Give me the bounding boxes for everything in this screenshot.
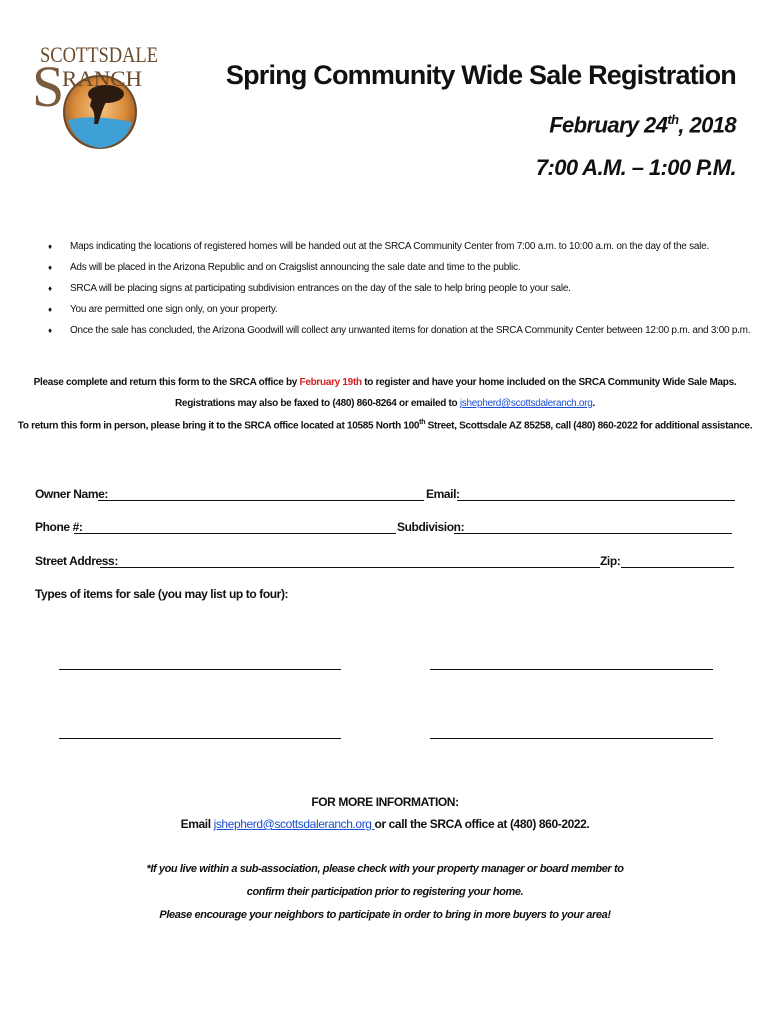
instructions-line-3: To return this form in person, please bring it to the SRCA office located at 10585 North 100th Street, Scottsdale AZ 85258, call (480) 860-2022 for additional assistance. [17, 419, 753, 432]
info-bullet-list [47, 238, 751, 343]
street-address-field[interactable] [100, 553, 600, 568]
zip-label: Zip: [600, 554, 621, 568]
list-item: ♦ SRCA will be placing signs at participating subdivision entrances on the day of the sale to help bring people to your sale. [47, 280, 737, 301]
scottsdale-ranch-logo [32, 36, 162, 156]
instructions-line-1: Please complete and return this form to the SRCA office by February 19th to register and have your home included on the SRCA Community Wide Sale Maps. [33, 377, 737, 388]
logo-text-top: SCOTTSDALE [40, 42, 158, 67]
phone-label: Phone #: [35, 520, 83, 534]
item-types-label: Types of items for sale (you may list up to four): [35, 587, 289, 601]
contact-email-link[interactable]: jshepherd@scottsdaleranch.org [213, 817, 375, 831]
item-type-field-2[interactable] [430, 668, 713, 670]
email-link[interactable]: jshepherd@scottsdaleranch.org [459, 398, 593, 409]
item-type-field-3[interactable] [59, 737, 341, 739]
more-info-contact: Email jshepherd@scottsdaleranch.org or call the SRCA office at (480) 860-2022. [180, 817, 590, 831]
email-label: Email: [426, 487, 460, 501]
list-item: ♦ Ads will be placed in the Arizona Republic and on Craigslist announcing the sale date and time to the public. [47, 259, 737, 280]
zip-field[interactable] [621, 553, 734, 568]
page-title: Spring Community Wide Sale Registration [225, 60, 736, 90]
list-item: ♦ Maps indicating the locations of registered homes will be handed out at the SRCA Community Center from 7:00 a.m. to 10:00 a.m. on the day of the sale. [47, 238, 737, 259]
owner-name-label: Owner Name: [35, 487, 108, 501]
item-type-field-4[interactable] [430, 737, 713, 739]
subdivision-field[interactable] [454, 519, 732, 534]
logo-swash-s: S [32, 54, 65, 119]
sub-association-note-line-1: *If you live within a sub-association, please check with your property manager or board member to [146, 863, 624, 875]
more-info-heading: FOR MORE INFORMATION: [311, 795, 459, 809]
encourage-neighbors-note: Please encourage your neighbors to participate in order to bring in more buyers to your area! [159, 909, 611, 921]
street-address-label: Street Address: [35, 554, 118, 568]
sub-association-note-line-2: confirm their participation prior to registering your home. [246, 886, 524, 898]
instructions-line-2: Registrations may also be faxed to (480) 860-8264 or emailed to jshepherd@scottsdaleranch.org. [175, 398, 595, 409]
item-type-field-1[interactable] [59, 668, 341, 670]
owner-name-field[interactable] [98, 486, 424, 501]
email-field[interactable] [457, 486, 735, 501]
logo-water [68, 117, 132, 148]
subdivision-label: Subdivision: [397, 520, 465, 534]
logo-text-bottom: RANCH [62, 66, 143, 91]
event-time: 7:00 A.M. – 1:00 P.M. [535, 155, 736, 180]
list-item: ♦ Once the sale has concluded, the Arizona Goodwill will collect any unwanted items for donation at the SRCA Community Center between 12:00 p.m. and 3:00 p.m. [47, 322, 737, 343]
deadline-date: February 19th [299, 377, 362, 388]
event-date: February 24th, 2018 [549, 112, 736, 138]
list-item: ♦ You are permitted one sign only, on your property. [47, 301, 737, 322]
phone-field[interactable] [74, 519, 396, 534]
